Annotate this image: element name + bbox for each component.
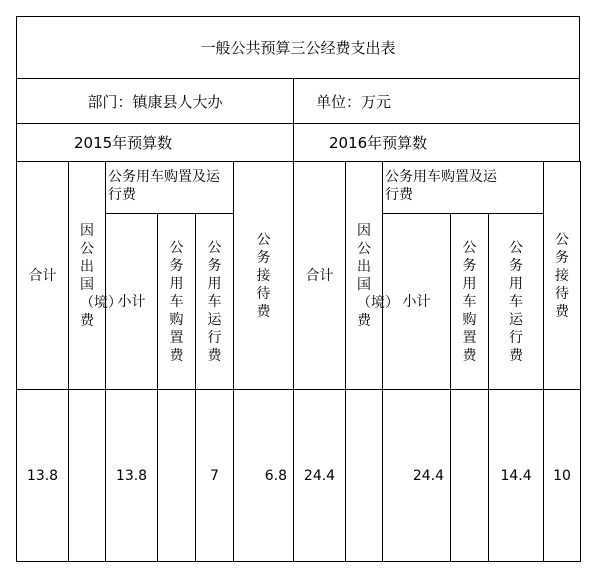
value-abroad-2015 [69,390,106,562]
header-abroad-2016: 因公出国（境）费 [346,162,383,390]
value-vehicle-run-2016: 14.4 [489,390,544,562]
header-vehicle-purchase-2016: 公务用车购置费 [451,214,489,390]
year-2016-label: 2016年预算数 [329,134,428,152]
value-reception-2015: 6.8 [234,390,294,562]
header-subtotal-2016: 小计 [383,214,451,390]
value-vehicle-purchase-2015 [158,390,196,562]
budget-table [16,16,580,562]
unit-label: 单位：万元 [316,92,392,111]
header-vehicle-purchase-2015: 公务用车购置费 [158,214,196,390]
table-title: 一般公共预算三公经费支出表 [16,16,580,79]
header-vehicle-group-2016: 公务用车购置及运行费 [383,162,544,214]
value-subtotal-2016: 24.4 [383,390,451,562]
year-row [16,123,580,162]
department-label: 部门：镇康县人大办 [17,79,294,123]
header-reception-2015: 公务接待费 [234,162,294,390]
header-vehicle-run-2015: 公务用车运行费 [196,214,234,390]
header-abroad-2015: 因公出国（境）费 [69,162,106,390]
header-total-2016: 合计 [294,162,346,390]
header-total-2015: 合计 [17,162,69,390]
header-vehicle-group-2015: 公务用车购置及运行费 [106,162,234,214]
value-total-2016: 24.4 [294,390,346,562]
value-vehicle-run-2015: 7 [196,390,234,562]
value-reception-2016: 10 [544,390,581,562]
year-2015-label: 2015年预算数 [17,124,294,161]
value-vehicle-purchase-2016 [451,390,489,562]
header-reception-2016: 公务接待费 [544,162,581,390]
value-total-2015: 13.8 [17,390,69,562]
meta-row [16,78,580,124]
header-subtotal-2015: 小计 [106,214,158,390]
budget-grid [16,161,581,562]
value-subtotal-2015: 13.8 [106,390,158,562]
value-abroad-2016 [346,390,383,562]
header-vehicle-run-2016: 公务用车运行费 [489,214,544,390]
